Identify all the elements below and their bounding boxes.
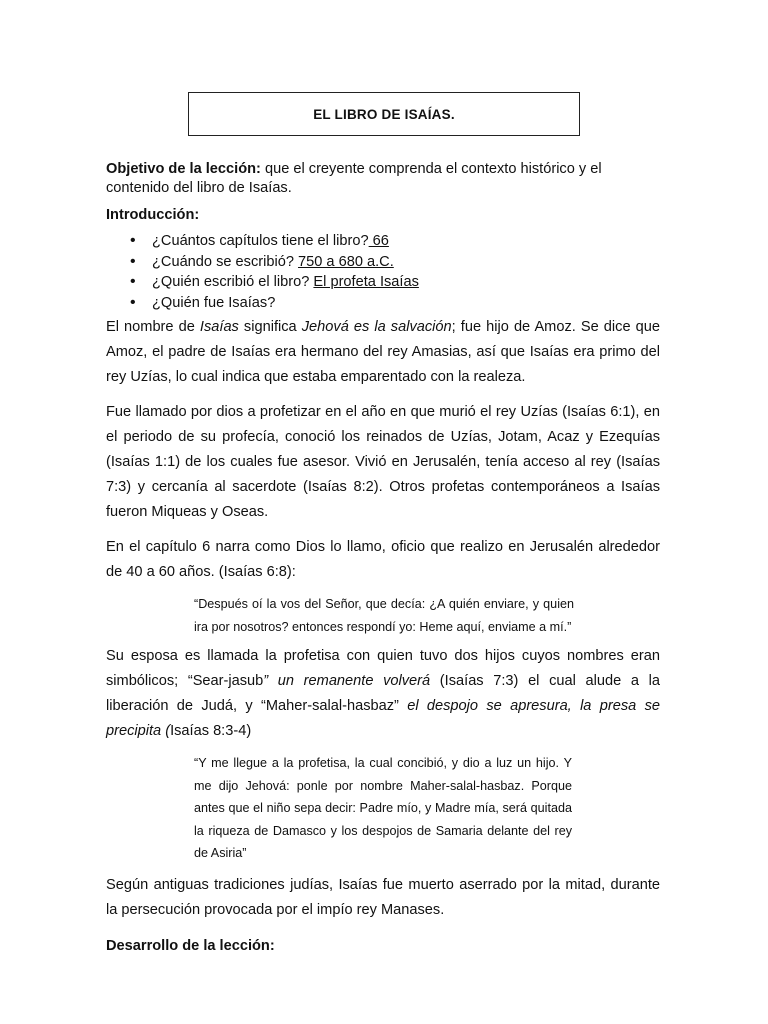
block-quote-isaiah-8-3: “Y me llegue a la profetisa, la cual concibió, y dio a luz un hijo. Y me dijo Jehová: ponle por nombre Maher-salal-hasbaz. Porque antes que el niño sepa decir: Padre mío, y Madre mía, será quitada la riqueza de Damasco y los despojos de Samaria delante del rey de Asiria”	[194, 756, 572, 860]
text-run: Su esposa es llamada la profetisa con quien tuvo dos hijos cuyos nombres eran simbólicos; “Sear-jasub	[106, 648, 660, 689]
list-item	[130, 293, 660, 314]
question-text: ¿Quién escribió el libro?	[152, 274, 314, 290]
list-item	[130, 252, 660, 273]
answer-text: El profeta Isaías	[313, 274, 419, 290]
block-quote-isaiah-6-8: “Después oí la vos del Señor, que decía: ¿A quién enviare, y quien ira por nosotros? entonces respondí yo: Heme aquí, enviame a mí.”	[194, 597, 574, 634]
paragraph-wife-and-sons	[106, 644, 660, 744]
text-run-italic: ” un remanente volverá	[263, 673, 431, 689]
document-body	[106, 160, 660, 956]
text-run: El nombre de	[106, 319, 200, 335]
objective-paragraph	[106, 160, 660, 198]
document-title-box	[188, 92, 580, 136]
text-run: significa	[238, 319, 302, 335]
question-text: ¿Quién fue Isaías?	[152, 294, 276, 311]
paragraph-calling: Fue llamado por dios a profetizar en el año en que murió el rey Uzías (Isaías 6:1), en el periodo de su profecía, conoció los reinados de Uzías, Jotam, Acaz y Ezequías (Isaías 1:1) de los cuales fue asesor. Vivió en Jerusalén, tenía acceso al rey (Isaías 7:3) y cercanía al sacerdote (Isaías 8:2). Otros profetas contemporáneos a Isaías fueron Miqueas y Oseas.	[106, 404, 660, 520]
paragraph-tradition: Según antiguas tradiciones judías, Isaías fue muerto aserrado por la mitad, durante la persecución provocada por el impío rey Manases.	[106, 876, 660, 918]
list-item	[130, 272, 660, 293]
paragraph-chapter-six: En el capítulo 6 narra como Dios lo llamo, oficio que realizo en Jerusalén alrededor de 40 a 60 años. (Isaías 6:8):	[106, 539, 660, 580]
objective-label: Objetivo de la lección:	[106, 161, 261, 177]
text-run: Isaías 8:3-4)	[170, 723, 252, 739]
objective-text: que el creyente comprenda el contexto histórico y el contenido del libro de Isaías.	[106, 161, 602, 196]
introduction-questions-list	[106, 231, 660, 313]
list-item	[130, 231, 660, 252]
answer-text: 750 a 680 a.C.	[298, 253, 394, 270]
text-run: (Isaías 7:3) el cual alude a la liberación de Judá, y “Maher-salal-hasbaz”	[106, 673, 661, 714]
text-run-italic: Jehová es la salvación	[301, 319, 452, 335]
text-run-italic: el despojo se apresura, la presa se precipita (	[106, 698, 660, 739]
question-text: ¿Cuándo se escribió?	[152, 253, 299, 270]
paragraph-name-meaning	[106, 315, 660, 390]
document-title: EL LIBRO DE ISAÍAS.	[313, 106, 455, 122]
introduction-heading: Introducción:	[106, 207, 200, 223]
development-heading: Desarrollo de la lección:	[106, 937, 275, 954]
text-run-italic: Isaías	[199, 319, 239, 335]
answer-text: 66	[368, 233, 389, 249]
text-run: ; fue hijo de Amoz. Se dice que Amoz, el padre de Isaías era hermano del rey Amasias, así que Isaías era primo del rey Uzías, lo cual indica que estaba emparentado con la realeza.	[106, 319, 661, 385]
question-text: ¿Cuántos capítulos tiene el libro?	[152, 233, 369, 249]
